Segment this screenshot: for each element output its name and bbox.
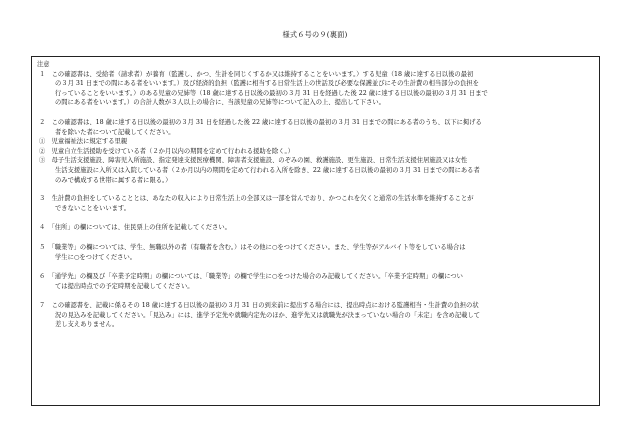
- spacer: [37, 108, 593, 118]
- note-6-line-1: ６ 「通学先」の欄及び「卒業予定時期」の欄については、「職業等」の欄で学生に○をつけた場合のみ記載してください。「卒業予定時期」の欄につい: [39, 273, 463, 281]
- note-2-line-2: 者を除いた者について記載してください。: [55, 128, 175, 136]
- note-2-sub-3-line-1: ③ 母子生活支援施設、障害児入所施設、指定発達支援医療機関、障害者支援施設、のぞみの園、救護施設、更生施設、日常生活支援住居施設又は女性: [39, 157, 468, 165]
- notes-box: [31, 56, 600, 406]
- note-1-line-2: の３月 31 日までの間にある者をいいます。）及び経済的負担（監護に相当する日常生活上の世話及び必要な保護並びにその生計費の相当部分の負担を: [55, 80, 479, 88]
- note-2-line-1: ２ この確認書は、18 歳に達する日以後の最初の３月 31 日を経過した後 22 歳に達する日以後の最初の３月 31 日までの間にある者のうち、以下に掲げる: [39, 118, 482, 126]
- note-3-line-1: ３ 生計費の負担をしていることとは、あなたの収入により日常生活上の全部又は一部を営んでおり、かつこれを欠くと通常の生活水準を維持することが: [39, 195, 474, 203]
- note-2-sub-3-line-2: 生活支援施設に入所又は入院している者（２か月以内の期間を定めて行われる入所を除き、22 歳に達する日以後の最初の３月 31 日までの間にある者: [55, 166, 480, 174]
- note-5-line-1: ５ 「職業等」の欄については、学生、無職以外の者（有職者を含む。）はその他に○をつけてください。また、学生等がアルバイト等をしている場合は: [39, 243, 466, 251]
- spacer: [37, 213, 593, 223]
- note-5-line-2: 学生に○をつけてください。: [55, 253, 137, 261]
- note-7-line-1: ７ この確認書を、記載に係るその 18 歳に達する日以後の最初の３月 31 日の到来前に提出する場合には、提出時点における監護相当・生計費の負担の状: [39, 302, 479, 310]
- note-7-line-2: 況の見込みを記載してください。「見込み」には、進学予定先や就職内定先のほか、進学先又は就職先が決まっていない場合の「未定」を含め記載して: [55, 311, 481, 319]
- note-2-sub-3-line-3: のみで構成する世帯に属する者に限る。）: [55, 176, 172, 184]
- spacer: [37, 233, 593, 243]
- note-item-1: [37, 70, 593, 108]
- note-item-7: [37, 301, 593, 330]
- note-item-5: [37, 243, 593, 262]
- note-item-2: [37, 118, 593, 185]
- note-2-sub-1: ① 児童福祉法に規定する里親: [39, 138, 128, 146]
- note-7-line-3: 差し支えありません。: [55, 321, 119, 329]
- spacer: [37, 185, 593, 194]
- note-item-6: [37, 272, 593, 291]
- spacer: [37, 291, 593, 301]
- note-1-line-4: の間にある者をいいます。）の合計人数が３人以上の場合に、当該児童の兄姉等について記入の上、提出して下さい。: [55, 99, 385, 107]
- note-2-sub-2: ② 児童自立生活援助を受けている者（２か月以内の期間を定めて行われる援助を除く。）: [39, 147, 294, 155]
- note-3-line-2: できないことをいいます。: [55, 204, 131, 212]
- note-item-3: [37, 194, 593, 213]
- form-title: 様式６号の９(裏面): [282, 30, 348, 39]
- note-6-line-2: ては提出時点での予定時期を記載してください。: [55, 282, 194, 290]
- note-4-line-1: ４ 「住所」の欄については、住民票上の住所を記載してください。: [39, 224, 231, 232]
- note-1-line-3: 行っていることをいいます。）のある児童の兄姉等（18 歳に達する日以後の最初の３月 31 日を経過した後 22 歳に達する日以後の最初の３月 31 日まで: [55, 89, 488, 97]
- spacer: [37, 262, 593, 272]
- note-item-4: [37, 223, 593, 233]
- note-1-line-1: １ この確認書は、受給者（請求者）が養育（監護し、かつ、生計を同じくするか又は維持することをいいます。）する児童（18 歳に達する日以後の最初: [39, 70, 474, 78]
- notes-heading: 注意: [37, 61, 50, 68]
